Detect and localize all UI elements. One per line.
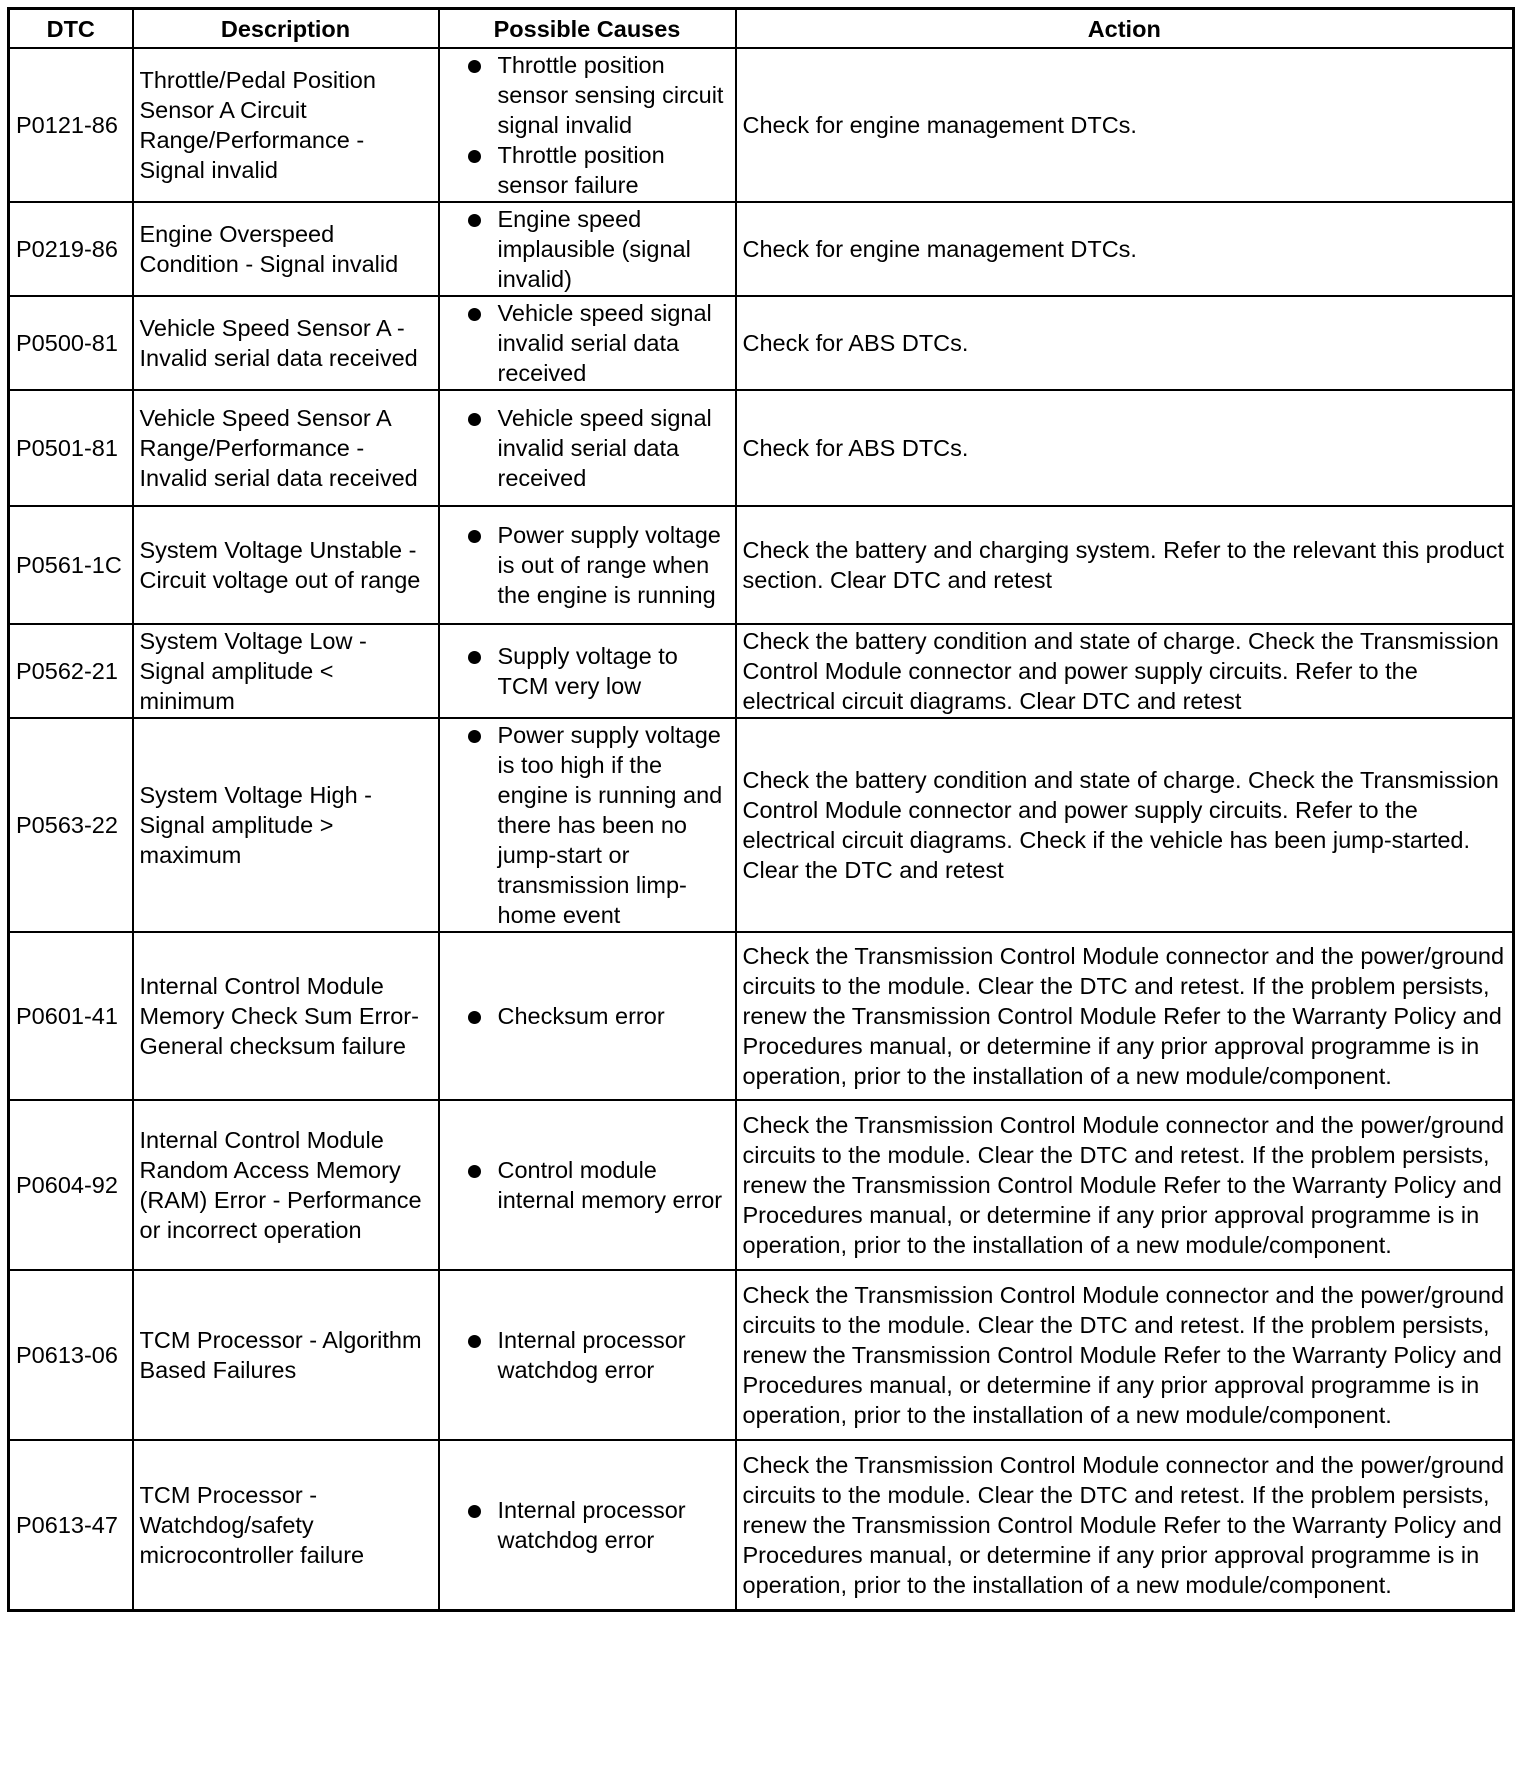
dtc-code: P0563-22	[9, 718, 133, 932]
dtc-table	[7, 7, 1515, 1612]
possible-causes-cell	[439, 1440, 736, 1610]
possible-causes-cell	[439, 506, 736, 624]
possible-causes-list	[446, 720, 730, 930]
dtc-action: Check the Transmission Control Module connector and the power/ground circuits to the module. Clear the DTC and retest. If the problem persists, renew the Transmission Control Module Refer to the Warranty Policy and Procedures manual, or determine if any prior approval programme is in operation, prior to the installation of a new module/component.	[736, 1270, 1514, 1440]
possible-causes-cell	[439, 1270, 736, 1440]
dtc-code: P0613-06	[9, 1270, 133, 1440]
possible-cause-item: Checksum error	[446, 1001, 730, 1031]
dtc-description: System Voltage High - Signal amplitude > maximum	[133, 718, 439, 932]
dtc-description: TCM Processor - Watchdog/safety microcontroller failure	[133, 1440, 439, 1610]
header-row	[9, 9, 1514, 49]
dtc-description: Vehicle Speed Sensor A Range/Performance - Invalid serial data received	[133, 390, 439, 506]
possible-cause-item: Vehicle speed signal invalid serial data received	[446, 298, 730, 388]
possible-cause-item: Throttle position sensor sensing circuit signal invalid	[446, 50, 730, 140]
dtc-action: Check the battery and charging system. Refer to the relevant this product section. Clear DTC and retest	[736, 506, 1514, 624]
dtc-action: Check for engine management DTCs.	[736, 202, 1514, 296]
possible-causes-list	[446, 298, 730, 388]
header-action: Action	[736, 9, 1514, 49]
possible-causes-cell	[439, 1100, 736, 1270]
table-row	[9, 1440, 1514, 1610]
possible-causes-list	[446, 204, 730, 294]
dtc-description: Internal Control Module Random Access Memory (RAM) Error - Performance or incorrect operation	[133, 1100, 439, 1270]
dtc-action: Check the battery condition and state of charge. Check the Transmission Control Module connector and power supply circuits. Refer to the electrical circuit diagrams. Clear DTC and retest	[736, 624, 1514, 718]
dtc-action: Check the Transmission Control Module connector and the power/ground circuits to the module. Clear the DTC and retest. If the problem persists, renew the Transmission Control Module Refer to the Warranty Policy and Procedures manual, or determine if any prior approval programme is in operation, prior to the installation of a new module/component.	[736, 932, 1514, 1100]
possible-causes-cell	[439, 202, 736, 296]
possible-causes-cell	[439, 390, 736, 506]
dtc-action: Check for ABS DTCs.	[736, 296, 1514, 390]
table-row	[9, 202, 1514, 296]
possible-cause-item: Throttle position sensor failure	[446, 140, 730, 200]
possible-causes-cell	[439, 932, 736, 1100]
dtc-table-body	[9, 48, 1514, 1610]
possible-causes-cell	[439, 718, 736, 932]
dtc-code: P0562-21	[9, 624, 133, 718]
possible-cause-item: Vehicle speed signal invalid serial data received	[446, 403, 730, 493]
possible-causes-list	[446, 1325, 730, 1385]
table-row	[9, 1100, 1514, 1270]
dtc-code: P0601-41	[9, 932, 133, 1100]
header-description: Description	[133, 9, 439, 49]
table-row	[9, 296, 1514, 390]
possible-causes-list	[446, 403, 730, 493]
possible-causes-list	[446, 1495, 730, 1555]
dtc-action: Check for ABS DTCs.	[736, 390, 1514, 506]
table-row	[9, 1270, 1514, 1440]
dtc-description: Internal Control Module Memory Check Sum Error- General checksum failure	[133, 932, 439, 1100]
dtc-action: Check the Transmission Control Module connector and the power/ground circuits to the module. Clear the DTC and retest. If the problem persists, renew the Transmission Control Module Refer to the Warranty Policy and Procedures manual, or determine if any prior approval programme is in operation, prior to the installation of a new module/component.	[736, 1100, 1514, 1270]
table-row	[9, 932, 1514, 1100]
table-row	[9, 390, 1514, 506]
dtc-description: System Voltage Low - Signal amplitude < minimum	[133, 624, 439, 718]
header-possible-causes: Possible Causes	[439, 9, 736, 49]
table-row	[9, 624, 1514, 718]
possible-causes-list	[446, 50, 730, 200]
dtc-action: Check for engine management DTCs.	[736, 48, 1514, 202]
possible-cause-item: Engine speed implausible (signal invalid)	[446, 204, 730, 294]
possible-cause-item: Internal processor watchdog error	[446, 1495, 730, 1555]
table-row	[9, 718, 1514, 932]
possible-cause-item: Control module internal memory error	[446, 1155, 730, 1215]
possible-causes-list	[446, 1155, 730, 1215]
dtc-action: Check the battery condition and state of charge. Check the Transmission Control Module connector and power supply circuits. Refer to the electrical circuit diagrams. Check if the vehicle has been jump-started. Clear the DTC and retest	[736, 718, 1514, 932]
possible-causes-cell	[439, 624, 736, 718]
possible-causes-list	[446, 641, 730, 701]
header-dtc: DTC	[9, 9, 133, 49]
dtc-code: P0561-1C	[9, 506, 133, 624]
possible-causes-cell	[439, 296, 736, 390]
dtc-code: P0604-92	[9, 1100, 133, 1270]
dtc-description: Engine Overspeed Condition - Signal invalid	[133, 202, 439, 296]
possible-cause-item: Power supply voltage is too high if the engine is running and there has been no jump-start or transmission limp-home event	[446, 720, 730, 930]
table-row	[9, 506, 1514, 624]
possible-cause-item: Supply voltage to TCM very low	[446, 641, 730, 701]
dtc-description: Throttle/Pedal Position Sensor A Circuit Range/Performance - Signal invalid	[133, 48, 439, 202]
dtc-code: P0121-86	[9, 48, 133, 202]
table-row	[9, 48, 1514, 202]
possible-causes-cell	[439, 48, 736, 202]
possible-causes-list	[446, 1001, 730, 1031]
dtc-code: P0500-81	[9, 296, 133, 390]
dtc-description: TCM Processor - Algorithm Based Failures	[133, 1270, 439, 1440]
possible-causes-list	[446, 520, 730, 610]
dtc-description: System Voltage Unstable - Circuit voltage out of range	[133, 506, 439, 624]
dtc-action: Check the Transmission Control Module connector and the power/ground circuits to the module. Clear the DTC and retest. If the problem persists, renew the Transmission Control Module Refer to the Warranty Policy and Procedures manual, or determine if any prior approval programme is in operation, prior to the installation of a new module/component.	[736, 1440, 1514, 1610]
dtc-code: P0613-47	[9, 1440, 133, 1610]
dtc-code: P0501-81	[9, 390, 133, 506]
possible-cause-item: Internal processor watchdog error	[446, 1325, 730, 1385]
dtc-description: Vehicle Speed Sensor A - Invalid serial data received	[133, 296, 439, 390]
dtc-code: P0219-86	[9, 202, 133, 296]
possible-cause-item: Power supply voltage is out of range when the engine is running	[446, 520, 730, 610]
